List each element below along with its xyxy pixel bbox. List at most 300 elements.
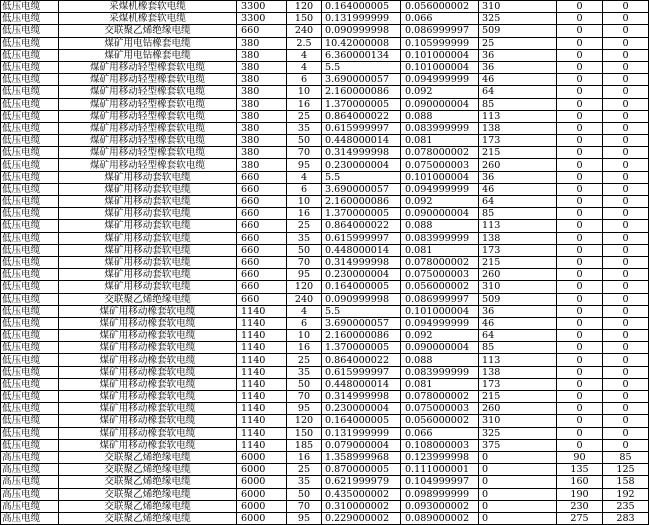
cell-current-low[interactable]: 36 [479, 305, 557, 317]
cell-reactance[interactable]: 0.083999999 [401, 232, 479, 244]
cell-current-low[interactable]: 113 [479, 354, 557, 366]
cell-current-high-a[interactable]: 0 [557, 13, 603, 25]
cell-current-high-b[interactable]: 0 [603, 37, 649, 49]
cell-current-high-a[interactable]: 0 [557, 208, 603, 220]
cell-current-low[interactable]: 36 [479, 49, 557, 61]
cell-resistance[interactable]: 0.164000005 [322, 1, 401, 13]
cell-cross-section[interactable]: 35 [287, 476, 322, 488]
cell-cross-section[interactable]: 16 [287, 208, 322, 220]
cell-current-high-b[interactable]: 0 [603, 439, 649, 451]
cell-current-high-b[interactable]: 0 [603, 378, 649, 390]
cell-reactance[interactable]: 0.083999999 [401, 366, 479, 378]
cell-current-high-b[interactable]: 235 [603, 500, 649, 512]
cell-current-low[interactable]: 85 [479, 342, 557, 354]
cell-reactance[interactable]: 0.086999997 [401, 293, 479, 305]
cell-voltage[interactable]: 660 [237, 244, 287, 256]
cell-voltage-class[interactable]: 低压电缆 [1, 427, 59, 439]
cell-cable-type[interactable]: 煤矿用移动套软电缆 [59, 196, 237, 208]
cell-reactance[interactable]: 0.088 [401, 220, 479, 232]
cell-reactance[interactable]: 0.066 [401, 427, 479, 439]
cell-reactance[interactable]: 0.088 [401, 354, 479, 366]
cell-reactance[interactable]: 0.094999999 [401, 74, 479, 86]
cell-current-low[interactable]: 0 [479, 464, 557, 476]
cell-resistance[interactable]: 0.230000004 [322, 269, 401, 281]
cell-current-high-b[interactable]: 0 [603, 256, 649, 268]
cell-resistance[interactable]: 0.864000022 [322, 220, 401, 232]
cell-current-high-a[interactable]: 0 [557, 74, 603, 86]
cell-resistance[interactable]: 0.090999998 [322, 293, 401, 305]
cell-voltage-class[interactable]: 高压电缆 [1, 488, 59, 500]
cell-current-high-a[interactable]: 0 [557, 439, 603, 451]
cell-cable-type[interactable]: 交联聚乙烯绝缘电缆 [59, 476, 237, 488]
cell-current-high-b[interactable]: 0 [603, 1, 649, 13]
cell-cross-section[interactable]: 4 [287, 171, 322, 183]
cell-current-high-b[interactable]: 0 [603, 110, 649, 122]
cell-current-high-b[interactable]: 0 [603, 232, 649, 244]
cell-voltage[interactable]: 1140 [237, 378, 287, 390]
cell-cross-section[interactable]: 16 [287, 451, 322, 463]
cell-voltage[interactable]: 3300 [237, 1, 287, 13]
cell-cross-section[interactable]: 120 [287, 281, 322, 293]
cell-cable-type[interactable]: 煤矿用移动套软电缆 [59, 244, 237, 256]
cell-current-low[interactable]: 46 [479, 74, 557, 86]
cell-cross-section[interactable]: 16 [287, 342, 322, 354]
cell-current-high-a[interactable]: 0 [557, 86, 603, 98]
cell-reactance[interactable]: 0.092 [401, 196, 479, 208]
cell-cable-type[interactable]: 交联聚乙烯绝缘电缆 [59, 451, 237, 463]
cell-current-high-a[interactable]: 0 [557, 403, 603, 415]
cell-resistance[interactable]: 0.615999997 [322, 366, 401, 378]
cell-current-high-b[interactable]: 0 [603, 391, 649, 403]
cell-resistance[interactable]: 0.435000002 [322, 488, 401, 500]
cell-cross-section[interactable]: 10 [287, 196, 322, 208]
cell-current-high-a[interactable]: 0 [557, 232, 603, 244]
cell-current-high-b[interactable]: 85 [603, 451, 649, 463]
cell-cross-section[interactable]: 6 [287, 183, 322, 195]
cell-reactance[interactable]: 0.075000003 [401, 269, 479, 281]
cell-current-high-a[interactable]: 160 [557, 476, 603, 488]
cell-resistance[interactable]: 0.870000005 [322, 464, 401, 476]
cell-voltage[interactable]: 380 [237, 49, 287, 61]
cell-resistance[interactable]: 0.131999999 [322, 427, 401, 439]
cell-cross-section[interactable]: 70 [287, 500, 322, 512]
cell-cable-type[interactable]: 煤矿用电钻橡套电缆 [59, 37, 237, 49]
cell-cross-section[interactable]: 240 [287, 293, 322, 305]
cell-current-high-b[interactable]: 0 [603, 122, 649, 134]
cell-cable-type[interactable]: 煤矿用移动套软电缆 [59, 269, 237, 281]
cell-cable-type[interactable]: 煤矿用移动轻型橡套软电缆 [59, 61, 237, 73]
cell-resistance[interactable]: 5.5 [322, 61, 401, 73]
cell-cross-section[interactable]: 35 [287, 366, 322, 378]
cell-resistance[interactable]: 0.448000014 [322, 135, 401, 147]
cell-resistance[interactable]: 0.314999998 [322, 147, 401, 159]
cell-voltage[interactable]: 660 [237, 183, 287, 195]
cell-voltage[interactable]: 3300 [237, 13, 287, 25]
cell-cable-type[interactable]: 煤矿用移动轻型橡套软电缆 [59, 135, 237, 147]
cell-cable-type[interactable]: 煤矿用移动套软电缆 [59, 220, 237, 232]
cell-cross-section[interactable]: 240 [287, 25, 322, 37]
cell-voltage[interactable]: 1140 [237, 330, 287, 342]
cell-current-high-a[interactable]: 0 [557, 98, 603, 110]
cell-voltage[interactable]: 380 [237, 37, 287, 49]
cell-cable-type[interactable]: 交联聚乙烯绝缘电缆 [59, 464, 237, 476]
cell-resistance[interactable]: 0.310000002 [322, 500, 401, 512]
cell-voltage[interactable]: 380 [237, 74, 287, 86]
cell-voltage-class[interactable]: 低压电缆 [1, 98, 59, 110]
cell-resistance[interactable]: 0.448000014 [322, 244, 401, 256]
cell-current-low[interactable]: 0 [479, 500, 557, 512]
cell-voltage-class[interactable]: 低压电缆 [1, 122, 59, 134]
cell-current-low[interactable]: 260 [479, 159, 557, 171]
cell-current-high-b[interactable]: 0 [603, 171, 649, 183]
cell-cable-type[interactable]: 煤矿用移动轻型橡套软电缆 [59, 159, 237, 171]
cell-current-high-a[interactable]: 0 [557, 256, 603, 268]
cell-current-high-b[interactable]: 0 [603, 427, 649, 439]
cell-cross-section[interactable]: 25 [287, 220, 322, 232]
cell-current-high-a[interactable]: 0 [557, 25, 603, 37]
cell-cross-section[interactable]: 50 [287, 488, 322, 500]
cell-current-high-b[interactable]: 158 [603, 476, 649, 488]
cell-voltage[interactable]: 6000 [237, 500, 287, 512]
cell-voltage-class[interactable]: 低压电缆 [1, 171, 59, 183]
cell-current-high-a[interactable]: 0 [557, 159, 603, 171]
cell-reactance[interactable]: 0.101000004 [401, 49, 479, 61]
cell-voltage[interactable]: 1140 [237, 439, 287, 451]
cell-voltage-class[interactable]: 低压电缆 [1, 378, 59, 390]
cell-resistance[interactable]: 0.314999998 [322, 256, 401, 268]
cell-cross-section[interactable]: 35 [287, 232, 322, 244]
cell-current-low[interactable]: 215 [479, 391, 557, 403]
cell-resistance[interactable]: 1.370000005 [322, 342, 401, 354]
cell-current-high-b[interactable]: 0 [603, 25, 649, 37]
cell-cable-type[interactable]: 煤矿用移动橡套软电缆 [59, 342, 237, 354]
cell-current-high-b[interactable]: 0 [603, 135, 649, 147]
cell-current-low[interactable]: 46 [479, 183, 557, 195]
cell-voltage[interactable]: 6000 [237, 451, 287, 463]
cell-cable-type[interactable]: 交联聚乙烯绝缘电缆 [59, 293, 237, 305]
cell-current-high-a[interactable]: 90 [557, 451, 603, 463]
cell-reactance[interactable]: 0.078000002 [401, 391, 479, 403]
cell-voltage[interactable]: 660 [237, 232, 287, 244]
cell-current-low[interactable]: 215 [479, 147, 557, 159]
cell-current-high-a[interactable]: 0 [557, 147, 603, 159]
cell-cross-section[interactable]: 95 [287, 512, 322, 524]
cell-voltage[interactable]: 660 [237, 208, 287, 220]
cell-voltage[interactable]: 660 [237, 281, 287, 293]
cell-cross-section[interactable]: 185 [287, 439, 322, 451]
cell-voltage[interactable]: 6000 [237, 476, 287, 488]
cell-current-high-a[interactable]: 190 [557, 488, 603, 500]
cell-current-high-a[interactable]: 0 [557, 391, 603, 403]
cell-current-high-b[interactable]: 192 [603, 488, 649, 500]
cell-cross-section[interactable]: 16 [287, 98, 322, 110]
cell-reactance[interactable]: 0.066 [401, 13, 479, 25]
cell-voltage[interactable]: 380 [237, 135, 287, 147]
cell-voltage[interactable]: 1140 [237, 354, 287, 366]
cell-resistance[interactable]: 0.090999998 [322, 25, 401, 37]
cell-current-low[interactable]: 310 [479, 415, 557, 427]
cell-current-low[interactable]: 64 [479, 330, 557, 342]
cell-current-low[interactable]: 173 [479, 378, 557, 390]
cell-voltage-class[interactable]: 高压电缆 [1, 500, 59, 512]
cell-cable-type[interactable]: 煤矿用移动套软电缆 [59, 171, 237, 183]
cell-resistance[interactable]: 0.079000004 [322, 439, 401, 451]
cell-reactance[interactable]: 0.092 [401, 330, 479, 342]
cell-cable-type[interactable]: 煤矿用移动套软电缆 [59, 208, 237, 220]
cell-current-low[interactable]: 375 [479, 439, 557, 451]
cell-current-high-b[interactable]: 0 [603, 74, 649, 86]
cell-resistance[interactable]: 0.615999997 [322, 232, 401, 244]
cell-voltage-class[interactable]: 低压电缆 [1, 135, 59, 147]
cell-current-high-a[interactable]: 0 [557, 196, 603, 208]
cell-reactance[interactable]: 0.081 [401, 378, 479, 390]
cell-voltage-class[interactable]: 高压电缆 [1, 476, 59, 488]
cell-current-high-b[interactable]: 0 [603, 61, 649, 73]
cell-resistance[interactable]: 6.360000134 [322, 49, 401, 61]
cell-cable-type[interactable]: 煤矿用移动橡套软电缆 [59, 366, 237, 378]
cell-reactance[interactable]: 0.092 [401, 86, 479, 98]
cell-voltage-class[interactable]: 低压电缆 [1, 342, 59, 354]
cell-voltage[interactable]: 1140 [237, 427, 287, 439]
cell-current-high-b[interactable]: 0 [603, 354, 649, 366]
cell-cross-section[interactable]: 70 [287, 256, 322, 268]
cell-voltage[interactable]: 6000 [237, 512, 287, 524]
cell-current-high-a[interactable]: 0 [557, 37, 603, 49]
cell-current-low[interactable]: 173 [479, 135, 557, 147]
cell-cross-section[interactable]: 25 [287, 110, 322, 122]
cell-reactance[interactable]: 0.090000004 [401, 342, 479, 354]
cell-cable-type[interactable]: 煤矿用移动轻型橡套软电缆 [59, 86, 237, 98]
cell-resistance[interactable]: 0.164000005 [322, 281, 401, 293]
cell-reactance[interactable]: 0.086999997 [401, 25, 479, 37]
cell-current-high-b[interactable]: 0 [603, 305, 649, 317]
cell-voltage-class[interactable]: 低压电缆 [1, 366, 59, 378]
cell-cable-type[interactable]: 煤矿用移动橡套软电缆 [59, 391, 237, 403]
cell-reactance[interactable]: 0.083999999 [401, 122, 479, 134]
cell-cross-section[interactable]: 120 [287, 415, 322, 427]
cell-voltage[interactable]: 6000 [237, 464, 287, 476]
cell-voltage[interactable]: 1140 [237, 415, 287, 427]
cell-voltage-class[interactable]: 低压电缆 [1, 256, 59, 268]
cell-voltage-class[interactable]: 低压电缆 [1, 220, 59, 232]
cell-reactance[interactable]: 0.090000004 [401, 98, 479, 110]
cell-voltage[interactable]: 660 [237, 269, 287, 281]
cell-cross-section[interactable]: 50 [287, 135, 322, 147]
cell-reactance[interactable]: 0.101000004 [401, 171, 479, 183]
cell-current-high-a[interactable]: 230 [557, 500, 603, 512]
cell-current-high-b[interactable]: 0 [603, 183, 649, 195]
cell-cross-section[interactable]: 4 [287, 49, 322, 61]
cell-voltage-class[interactable]: 低压电缆 [1, 37, 59, 49]
cell-cross-section[interactable]: 70 [287, 147, 322, 159]
cell-cross-section[interactable]: 150 [287, 13, 322, 25]
cell-cable-type[interactable]: 煤矿用移动轻型橡套软电缆 [59, 110, 237, 122]
cell-cable-type[interactable]: 煤矿用电钻橡套电缆 [59, 49, 237, 61]
cell-resistance[interactable]: 0.164000005 [322, 415, 401, 427]
cell-current-high-a[interactable]: 0 [557, 122, 603, 134]
cell-current-high-b[interactable]: 0 [603, 196, 649, 208]
cell-current-low[interactable]: 0 [479, 451, 557, 463]
cell-cross-section[interactable]: 6 [287, 74, 322, 86]
cell-voltage-class[interactable]: 低压电缆 [1, 208, 59, 220]
cell-voltage-class[interactable]: 低压电缆 [1, 183, 59, 195]
cell-cable-type[interactable]: 煤矿用移动轻型橡套软电缆 [59, 147, 237, 159]
cell-current-high-b[interactable]: 0 [603, 330, 649, 342]
cell-current-high-b[interactable]: 0 [603, 342, 649, 354]
cell-voltage-class[interactable]: 低压电缆 [1, 61, 59, 73]
cell-current-high-a[interactable]: 0 [557, 317, 603, 329]
cell-cable-type[interactable]: 煤矿用移动橡套软电缆 [59, 378, 237, 390]
cell-cross-section[interactable]: 25 [287, 354, 322, 366]
cell-current-low[interactable]: 64 [479, 86, 557, 98]
cell-resistance[interactable]: 0.229000002 [322, 512, 401, 524]
cell-current-high-b[interactable]: 0 [603, 86, 649, 98]
cell-current-high-b[interactable]: 0 [603, 220, 649, 232]
cell-resistance[interactable]: 3.690000057 [322, 74, 401, 86]
cell-voltage-class[interactable]: 低压电缆 [1, 391, 59, 403]
cell-voltage-class[interactable]: 低压电缆 [1, 13, 59, 25]
cell-resistance[interactable]: 0.131999999 [322, 13, 401, 25]
cell-current-high-b[interactable]: 0 [603, 244, 649, 256]
cell-cable-type[interactable]: 煤矿用移动橡套软电缆 [59, 403, 237, 415]
cell-reactance[interactable]: 0.104999997 [401, 476, 479, 488]
cell-cross-section[interactable]: 70 [287, 391, 322, 403]
cell-cross-section[interactable]: 2.5 [287, 37, 322, 49]
cell-voltage-class[interactable]: 低压电缆 [1, 403, 59, 415]
cell-current-high-b[interactable]: 0 [603, 208, 649, 220]
cell-cable-type[interactable]: 煤矿用移动轻型橡套软电缆 [59, 122, 237, 134]
cell-current-high-b[interactable]: 0 [603, 366, 649, 378]
cell-reactance[interactable]: 0.078000002 [401, 147, 479, 159]
cell-current-low[interactable]: 36 [479, 171, 557, 183]
cell-cross-section[interactable]: 6 [287, 317, 322, 329]
cell-voltage[interactable]: 380 [237, 110, 287, 122]
cell-cross-section[interactable]: 95 [287, 159, 322, 171]
cell-reactance[interactable]: 0.108000003 [401, 439, 479, 451]
cell-voltage-class[interactable]: 低压电缆 [1, 415, 59, 427]
cell-current-high-a[interactable]: 0 [557, 1, 603, 13]
cell-cable-type[interactable]: 煤矿用移动橡套软电缆 [59, 439, 237, 451]
cell-current-high-a[interactable]: 0 [557, 293, 603, 305]
cell-current-high-a[interactable]: 0 [557, 220, 603, 232]
cell-voltage-class[interactable]: 低压电缆 [1, 196, 59, 208]
cell-voltage-class[interactable]: 低压电缆 [1, 159, 59, 171]
cell-current-high-b[interactable]: 0 [603, 269, 649, 281]
cell-resistance[interactable]: 1.370000005 [322, 98, 401, 110]
cell-voltage-class[interactable]: 低压电缆 [1, 74, 59, 86]
cell-resistance[interactable]: 3.690000057 [322, 317, 401, 329]
cell-current-high-b[interactable]: 0 [603, 147, 649, 159]
cell-cable-type[interactable]: 煤矿用移动橡套软电缆 [59, 330, 237, 342]
cell-voltage[interactable]: 380 [237, 147, 287, 159]
cell-voltage[interactable]: 6000 [237, 488, 287, 500]
cell-current-high-a[interactable]: 0 [557, 415, 603, 427]
cell-voltage-class[interactable]: 低压电缆 [1, 269, 59, 281]
cell-current-low[interactable]: 138 [479, 122, 557, 134]
cell-current-low[interactable]: 85 [479, 98, 557, 110]
cell-voltage[interactable]: 1140 [237, 403, 287, 415]
cell-resistance[interactable]: 1.370000005 [322, 208, 401, 220]
cell-current-high-a[interactable]: 0 [557, 366, 603, 378]
cell-current-high-a[interactable]: 0 [557, 110, 603, 122]
cell-voltage-class[interactable]: 低压电缆 [1, 244, 59, 256]
cell-reactance[interactable]: 0.081 [401, 135, 479, 147]
cell-cross-section[interactable]: 4 [287, 305, 322, 317]
cell-current-low[interactable]: 0 [479, 488, 557, 500]
cell-resistance[interactable]: 0.864000022 [322, 110, 401, 122]
cell-current-low[interactable]: 113 [479, 110, 557, 122]
cell-reactance[interactable]: 0.123999998 [401, 451, 479, 463]
cell-cross-section[interactable]: 4 [287, 61, 322, 73]
cell-reactance[interactable]: 0.056000002 [401, 281, 479, 293]
cell-current-high-a[interactable]: 0 [557, 281, 603, 293]
cell-cross-section[interactable]: 50 [287, 378, 322, 390]
cell-current-high-b[interactable]: 0 [603, 281, 649, 293]
cell-current-low[interactable]: 138 [479, 366, 557, 378]
cell-current-low[interactable]: 173 [479, 244, 557, 256]
cell-voltage[interactable]: 1140 [237, 366, 287, 378]
cell-resistance[interactable]: 5.5 [322, 305, 401, 317]
cell-voltage[interactable]: 1140 [237, 317, 287, 329]
cell-current-high-a[interactable]: 0 [557, 427, 603, 439]
cell-cable-type[interactable]: 交联聚乙烯绝缘电缆 [59, 25, 237, 37]
cell-voltage[interactable]: 660 [237, 171, 287, 183]
cell-current-high-a[interactable]: 0 [557, 330, 603, 342]
cell-cross-section[interactable]: 10 [287, 330, 322, 342]
cell-voltage-class[interactable]: 低压电缆 [1, 232, 59, 244]
cell-voltage-class[interactable]: 低压电缆 [1, 110, 59, 122]
cell-reactance[interactable]: 0.089000002 [401, 512, 479, 524]
cell-resistance[interactable]: 0.314999998 [322, 391, 401, 403]
cell-voltage[interactable]: 380 [237, 159, 287, 171]
cell-current-low[interactable]: 310 [479, 281, 557, 293]
cell-resistance[interactable]: 2.160000086 [322, 86, 401, 98]
cell-cable-type[interactable]: 煤矿用移动橡套软电缆 [59, 415, 237, 427]
cell-resistance[interactable]: 0.230000004 [322, 159, 401, 171]
cell-voltage-class[interactable]: 高压电缆 [1, 512, 59, 524]
cell-reactance[interactable]: 0.090000004 [401, 208, 479, 220]
cell-cable-type[interactable]: 煤矿用移动套软电缆 [59, 232, 237, 244]
cell-current-high-b[interactable]: 0 [603, 49, 649, 61]
cell-current-high-a[interactable]: 0 [557, 183, 603, 195]
cell-cable-type[interactable]: 交联聚乙烯绝缘电缆 [59, 512, 237, 524]
cell-reactance[interactable]: 0.094999999 [401, 183, 479, 195]
cell-current-high-a[interactable]: 0 [557, 305, 603, 317]
cell-voltage-class[interactable]: 低压电缆 [1, 439, 59, 451]
cell-current-high-a[interactable]: 0 [557, 135, 603, 147]
cell-voltage[interactable]: 380 [237, 61, 287, 73]
cell-voltage[interactable]: 1140 [237, 342, 287, 354]
cell-cable-type[interactable]: 煤矿用移动橡套软电缆 [59, 427, 237, 439]
cell-voltage-class[interactable]: 低压电缆 [1, 330, 59, 342]
cell-reactance[interactable]: 0.094999999 [401, 317, 479, 329]
cell-current-low[interactable]: 215 [479, 256, 557, 268]
cell-reactance[interactable]: 0.078000002 [401, 256, 479, 268]
cell-cable-type[interactable]: 交联聚乙烯绝缘电缆 [59, 488, 237, 500]
cell-current-low[interactable]: 0 [479, 476, 557, 488]
cell-voltage-class[interactable]: 低压电缆 [1, 49, 59, 61]
cell-voltage-class[interactable]: 低压电缆 [1, 293, 59, 305]
cell-resistance[interactable]: 0.448000014 [322, 378, 401, 390]
cell-voltage-class[interactable]: 高压电缆 [1, 451, 59, 463]
cell-current-high-a[interactable]: 0 [557, 171, 603, 183]
cell-current-high-b[interactable]: 0 [603, 403, 649, 415]
cell-current-high-a[interactable]: 0 [557, 342, 603, 354]
cell-current-high-a[interactable]: 0 [557, 49, 603, 61]
cell-cable-type[interactable]: 煤矿用移动套软电缆 [59, 281, 237, 293]
cell-cable-type[interactable]: 煤矿用移动套软电缆 [59, 183, 237, 195]
cell-cable-type[interactable]: 采煤机橡套软电缆 [59, 1, 237, 13]
